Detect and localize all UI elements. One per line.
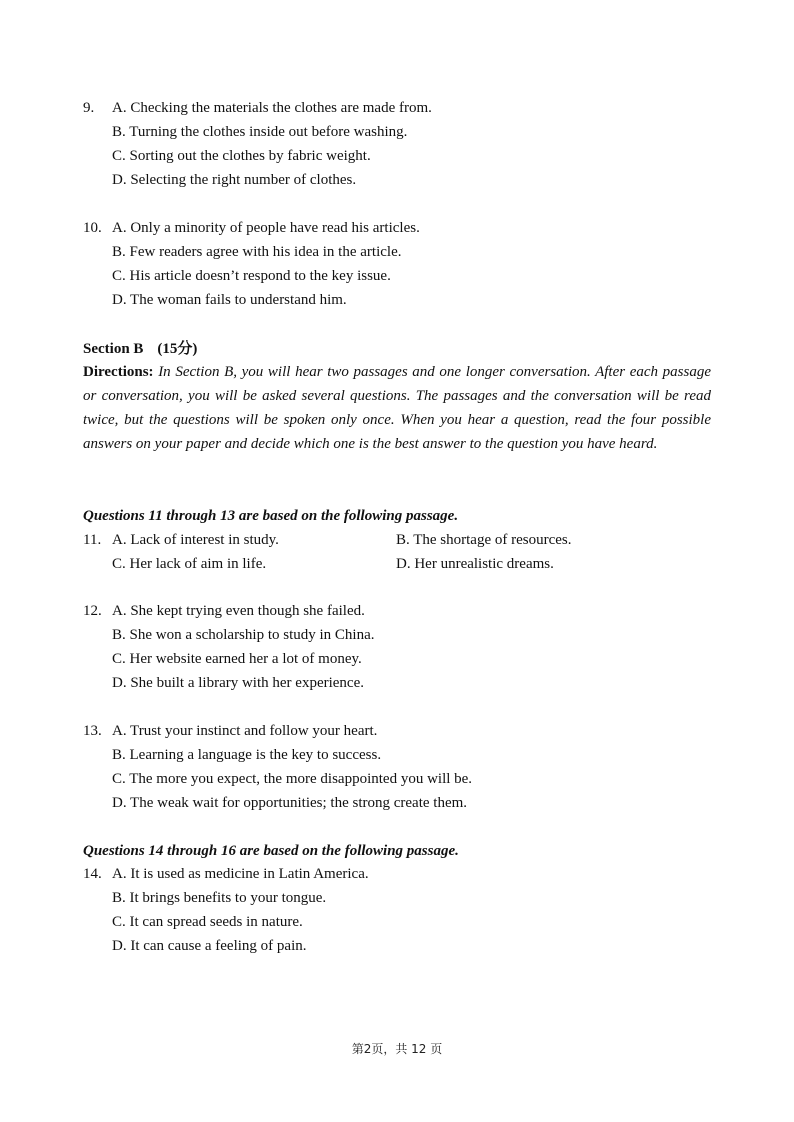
option-b: B. Learning a language is the key to success. [112,747,382,763]
option-c: C. His article doesn’t respond to the key issue. [112,268,391,284]
directions [83,360,711,456]
section-score: (15分) [157,341,198,357]
option-a: A. Only a minority of people have read his articles. [112,220,420,236]
option-c: C. The more you expect, the more disappointed you will be. [112,771,473,787]
option-a: A. Checking the materials the clothes are made from. [112,100,432,116]
question-number: 10. [83,220,102,236]
option-row [112,528,723,552]
question-number: 13. [83,723,102,739]
question-11 [83,528,723,576]
question-number: 14. [83,866,102,882]
option-d: D. It can cause a feeling of pain. [112,938,307,954]
page-footer: 第2页，共 12 页 [351,1042,443,1056]
option-a: A. She kept trying even though she failed. [112,603,365,619]
option-b: B. Turning the clothes inside out before washing. [112,124,408,140]
option-d: D. Her unrealistic dreams. [396,556,554,572]
option-a: A. It is used as medicine in Latin America. [112,866,369,882]
option-b: B. She won a scholarship to study in China. [112,627,375,643]
group-heading-14-16: Questions 14 through 16 are based on the following passage. [83,843,459,859]
option-d: D. The weak wait for opportunities; the strong create them. [112,795,468,811]
option-b: B. Few readers agree with his idea in the article. [112,244,402,260]
option-row [112,552,723,576]
group-heading-11-13: Questions 11 through 13 are based on the following passage. [83,508,459,524]
directions-text: In Section B, you will hear two passages and one longer conversation. After each passage or conversation, you will be asked several questions. The passages and the conversation will be read twice, but the questions will be spoken only once. When you hear a question, read the four possible answers on your paper and decide which one is the best answer to the question you have heard. [83,364,712,452]
question-number: 11. [83,532,102,548]
option-d: D. She built a library with her experience. [112,675,364,691]
question-9 [83,96,723,192]
option-b: B. It brings benefits to your tongue. [112,890,327,906]
section-b-title [83,337,197,361]
option-a: A. Trust your instinct and follow your heart. [112,723,378,739]
section-name: Section B [83,341,144,357]
question-10 [83,216,723,312]
question-14 [83,862,723,958]
option-a: A. Lack of interest in study. [112,532,279,548]
option-c: C. It can spread seeds in nature. [112,914,303,930]
option-c: C. Sorting out the clothes by fabric weight. [112,148,371,164]
question-number: 12. [83,603,102,619]
option-c: C. Her lack of aim in life. [112,556,267,572]
option-d: D. The woman fails to understand him. [112,292,347,308]
option-c: C. Her website earned her a lot of money. [112,651,362,667]
question-number: 9. [83,100,95,116]
question-13 [83,719,723,815]
directions-label: Directions: [83,364,154,380]
option-d: D. Selecting the right number of clothes. [112,172,357,188]
option-b: B. The shortage of resources. [396,532,572,548]
question-12 [83,599,723,695]
